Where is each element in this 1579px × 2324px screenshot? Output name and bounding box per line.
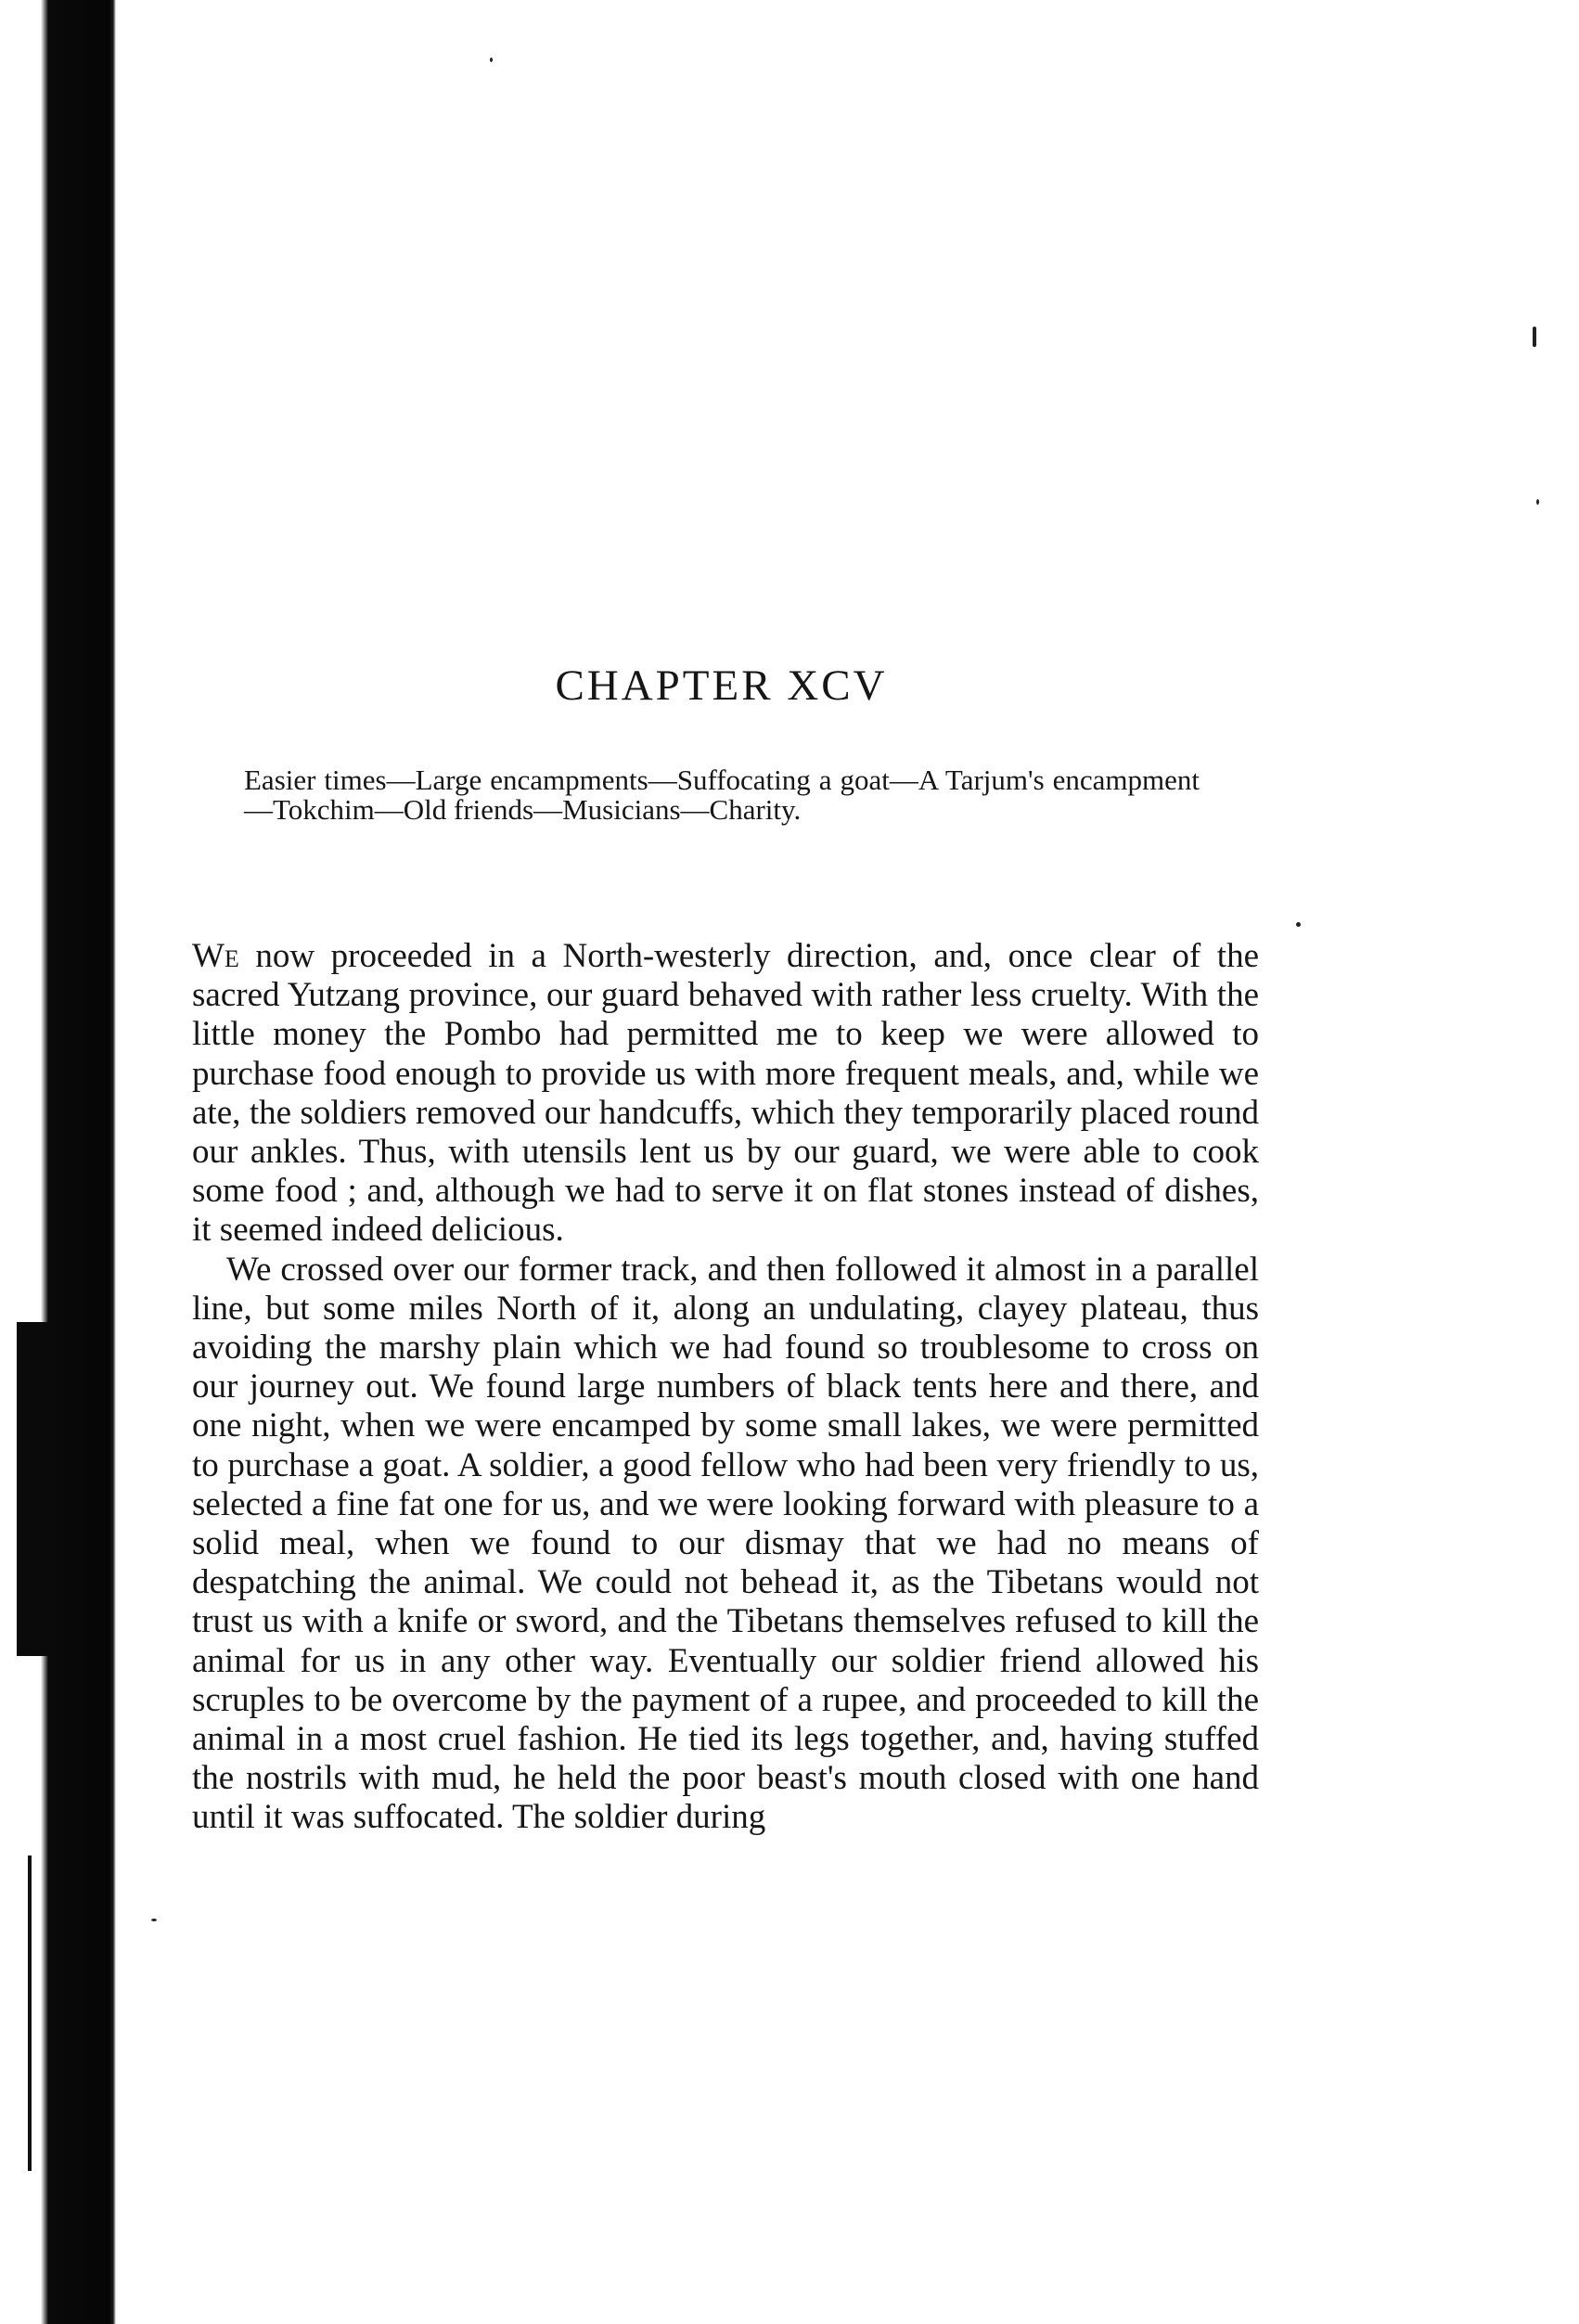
paragraph-lead-word: We xyxy=(192,937,239,975)
chapter-body xyxy=(192,937,1259,1838)
scan-binding-line xyxy=(28,1855,32,2171)
paragraph-text: now proceeded in a North-westerly direction, and, once clear of the sacred Yutzang province, our guard behaved with rather less cruelty. With the little money the Pombo had permitted me to keep we were allowed to purchase food enough to provide us with more frequent meals, and, while we ate, the soldiers removed our handcuffs, which they temporarily placed round our ankles. Thus, with utensils lent us by our guard, we were able to cook some food ; and, although we had to serve it on flat stones instead of dishes, it seemed indeed delicious. xyxy=(192,937,1259,1250)
scan-speck xyxy=(1536,499,1539,505)
scan-speck xyxy=(1533,327,1536,347)
chapter-synopsis: Easier times—Large encampments—Suffocating a goat—A Tarjum's encampment—Tokchim—Old friends—Musicians—Charity. xyxy=(244,764,1200,826)
scan-speck xyxy=(151,1919,157,1921)
chapter-title: CHAPTER XCV xyxy=(555,661,888,710)
scan-binding-notch xyxy=(17,1322,48,1656)
scan-speck xyxy=(490,58,493,62)
scan-speck xyxy=(1296,922,1301,927)
paragraph xyxy=(192,937,1259,1251)
paragraph: We crossed over our former track, and then followed it almost in a parallel line, but some miles North of it, along an undulating, clayey plateau, thus avoiding the marshy plain which we had found so troublesome to cross on our journey out. We found large numbers of black tents here and there, and one night, when we were encamped by some small lakes, we were permitted to purchase a goat. A soldier, a good fellow who had been very friendly to us, selected a fine fat one for us, and we were looking forward with pleasure to a solid meal, when we found to our dismay that we had no means of despatching the animal. We could not behead it, as the Tibetans would not trust us with a knife or sword, and the Tibetans themselves refused to kill the animal for us in any other way. Eventually our soldier friend allowed his scruples to be overcome by the payment of a rupee, and proceeded to kill the animal in a most cruel fashion. He tied its legs together, and, having stuffed the nostrils with mud, he held the poor beast's mouth closed with one hand until it was suffocated. The soldier during xyxy=(192,1250,1259,1837)
scan-binding-shadow xyxy=(0,0,116,2324)
